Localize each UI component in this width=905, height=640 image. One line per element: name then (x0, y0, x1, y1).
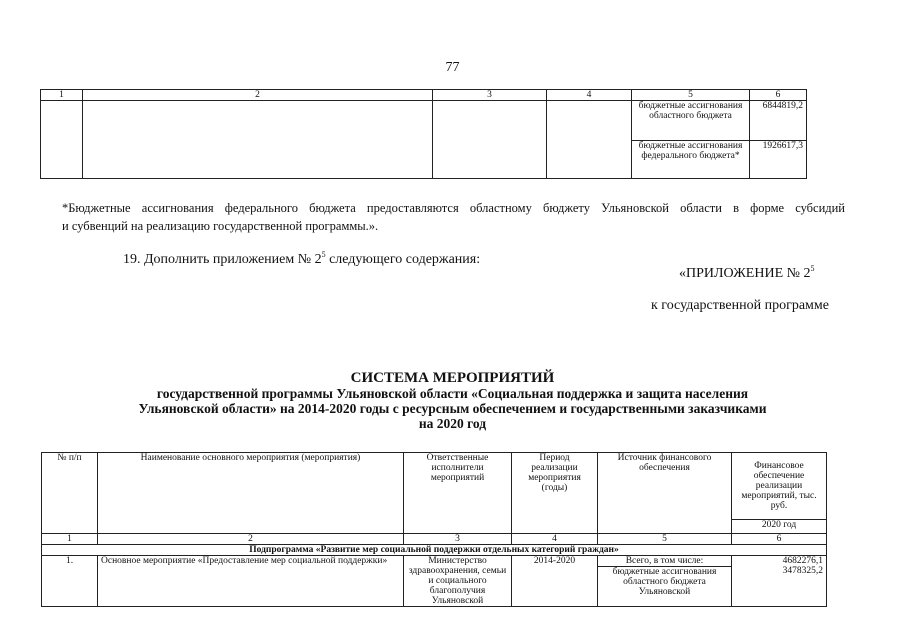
header-finance-cell (732, 453, 827, 534)
source-cell: бюджетные ассигнования федерального бюджета* (632, 141, 750, 179)
header-source: Источник финансового обеспечения (598, 453, 732, 534)
empty-cell (83, 101, 433, 179)
item-19-tail: следующего содержания: (325, 252, 481, 267)
title-line: государственной программы Ульяновской области «Социальная поддержка и защита населения (156, 386, 749, 401)
col-number: 5 (598, 534, 732, 545)
empty-cell (433, 101, 547, 179)
page-number: 77 (445, 60, 460, 75)
row-name: Основное мероприятие «Предоставление мер социальной поддержки» (98, 556, 404, 607)
header-num: № п/п (42, 453, 98, 534)
col-number: 2 (83, 90, 433, 101)
measures-table (41, 452, 827, 607)
row-source-total: Всего, в том числе: (598, 556, 731, 567)
row-source-cell (598, 556, 732, 607)
col-number: 2 (98, 534, 404, 545)
item-19 (123, 250, 480, 268)
amount-cell: 6844819,2 (750, 101, 807, 141)
title-subtitle (60, 386, 845, 431)
header-period: Период реализации мероприятия (годы) (512, 453, 598, 534)
col-number: 6 (750, 90, 807, 101)
row-source-regional: бюджетные ассигнования областного бюджета Ульяновской (612, 567, 717, 597)
amount-regional: 3478325,2 (782, 566, 823, 576)
item-19-sup: 5 (321, 250, 326, 259)
col-number: 4 (512, 534, 598, 545)
col-number: 6 (732, 534, 827, 545)
col-number: 3 (404, 534, 512, 545)
continuation-table (40, 89, 807, 179)
row-amounts (732, 556, 827, 607)
col-number: 1 (41, 90, 83, 101)
appendix-sup: 5 (810, 264, 815, 273)
footnote-line2: и субвенций на реализацию государственной программы.». (62, 219, 379, 233)
header-name: Наименование основного мероприятия (мероприятия) (98, 453, 404, 534)
col-number: 5 (632, 90, 750, 101)
appendix-label (679, 264, 815, 282)
row-num: 1. (42, 556, 98, 607)
col-number: 1 (42, 534, 98, 545)
amount-total: 4682276,1 (782, 556, 823, 566)
header-executors: Ответственные исполнители мероприятий (404, 453, 512, 534)
title-line: Ульяновской области» на 2014-2020 годы с ресурсным обеспечением и государственными заказчиками (138, 401, 767, 416)
row-executors: Министерство здравоохранения, семьи и социального благополучия Ульяновской (404, 556, 512, 607)
amount-cell: 1926617,3 (750, 141, 807, 179)
row-period: 2014-2020 (512, 556, 598, 607)
header-finance: Финансовое обеспечение реализации мероприятий, тыс. руб. (741, 461, 817, 511)
empty-cell (41, 101, 83, 179)
appendix-to-program: к государственной программе (651, 298, 829, 313)
col-number: 3 (433, 90, 547, 101)
subprogram-row: Подпрограмма «Развитие мер социальной поддержки отдельных категорий граждан» (42, 545, 827, 556)
appendix-label-text: «ПРИЛОЖЕНИЕ № 2 (679, 266, 811, 281)
footnote-line1: *Бюджетные ассигнования федерального бюджета предоставляются областному бюджету Ульяновской области в форме субсидий (62, 201, 845, 215)
source-cell: бюджетные ассигнования областного бюджета (632, 101, 750, 141)
empty-cell (547, 101, 632, 179)
title-line: на 2020 год (418, 416, 487, 431)
title-main: СИСТЕМА МЕРОПРИЯТИЙ (350, 370, 555, 386)
col-number: 4 (547, 90, 632, 101)
header-year: 2020 год (732, 519, 826, 532)
item-19-text: 19. Дополнить приложением № 2 (123, 252, 322, 267)
